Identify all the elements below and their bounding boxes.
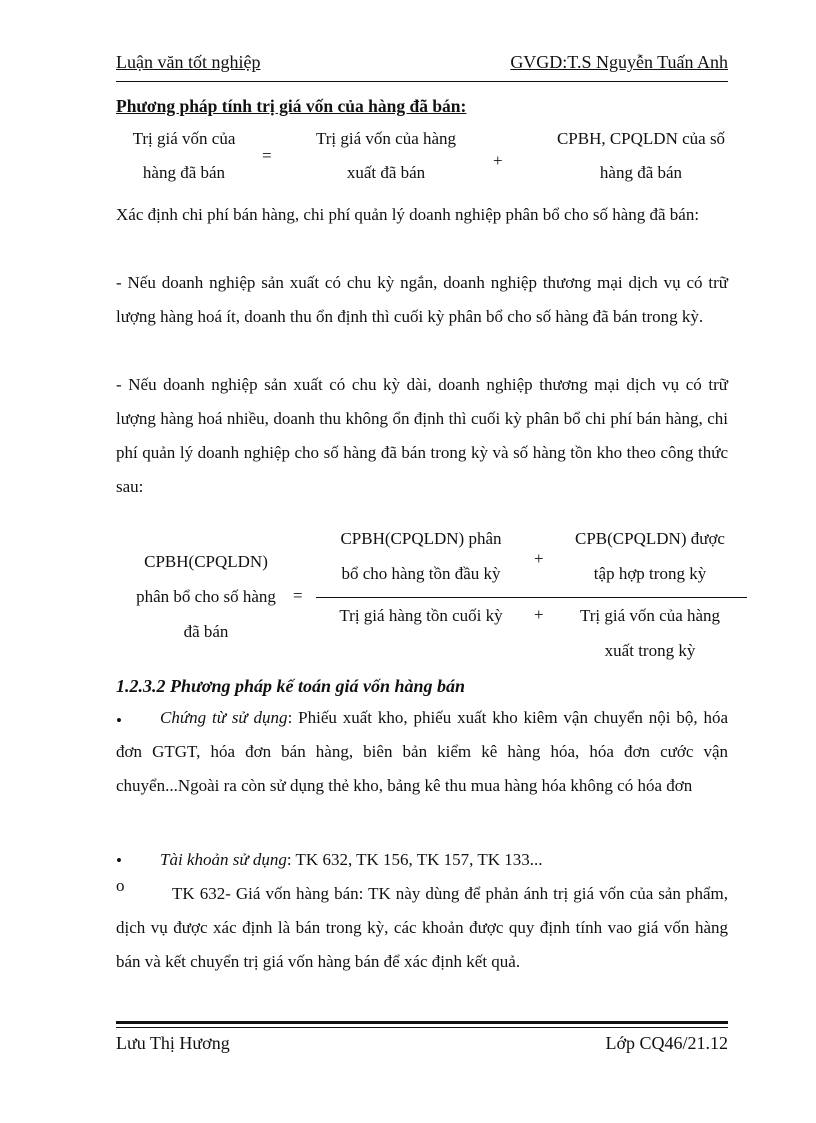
formula2-equals: =: [293, 586, 303, 605]
subsection-heading: 1.2.3.2 Phương pháp kế toán giá vốn hàng bán: [116, 676, 466, 696]
formula1-lhs: [116, 122, 252, 190]
formula1-lhs-line2: hàng đã bán: [142, 163, 226, 182]
formula1-term1: [296, 122, 476, 190]
formula2-den2: [552, 598, 748, 668]
header-left: Luận văn tốt nghiệp: [116, 52, 261, 72]
footer-left: Lưu Thị Hương: [116, 1033, 230, 1053]
header-rule: [116, 81, 728, 82]
documents-label: Chứng từ sử dụng: [160, 708, 288, 727]
section-title: Phương pháp tính trị giá vốn của hàng đã bán:: [116, 96, 467, 116]
accounts-text: : TK 632, TK 156, TK 157, TK 133...: [286, 850, 543, 869]
formula2-num2: [552, 521, 748, 591]
formula2-num1-line2: bổ cho hàng tồn đầu kỳ: [341, 564, 501, 583]
formula2-den1: Trị giá hàng tồn cuối kỳ: [339, 606, 503, 625]
formula1-term1-line2: xuất đã bán: [346, 163, 426, 182]
footer-rule-thick: [116, 1021, 728, 1024]
documents-text: : Phiếu xuất kho, phiếu xuất kho kiêm vận chuyển nội bộ, hóa đơn GTGT, hóa đơn bán hàng, biên bản kiểm kê hàng hóa, hóa đơn cước vận chuyển...Ngoài ra còn sử dụng thẻ kho, bảng kê thu mua hàng hóa không có hóa đơn: [116, 708, 728, 795]
paragraph-1: Xác định chi phí bán hàng, chi phí quản lý doanh nghiệp phân bổ cho số hàng đã bán:: [116, 205, 700, 224]
bullet-icon: •: [116, 711, 122, 730]
formula2-lhs-line2: phân bổ cho số hàng: [136, 587, 276, 606]
paragraph-3: - Nếu doanh nghiệp sản xuất có chu kỳ dài, doanh nghiệp thương mại dịch vụ có trữ lượng hàng hoá nhiều, doanh thu không ổn định thì cuối kỳ phân bổ chi phí bán hàng, chi phí quản lý doanh nghiệp cho số hàng đã bán trong kỳ và số hàng tồn kho theo công thức sau:: [116, 375, 728, 496]
formula2-lhs-line3: đã bán: [183, 622, 229, 641]
bullet-accounts: [116, 843, 728, 877]
footer-rule-thin: [116, 1027, 728, 1028]
formula1-plus: +: [493, 151, 503, 170]
formula2-num1: [318, 521, 524, 591]
footer-right: Lớp CQ46/21.12: [605, 1033, 728, 1053]
formula1-term2-line2: hàng đã bán: [599, 163, 683, 182]
bullet-icon: •: [116, 851, 122, 870]
formula2-den2-line1: Trị giá vốn của hàng: [579, 606, 721, 625]
formula1-term2-line1: CPBH, CPQLDN của số: [556, 129, 726, 148]
accounts-label: Tài khoản sử dụng: [160, 850, 287, 869]
formula2-den2-line2: xuất trong kỳ: [604, 641, 696, 660]
formula2-num2-line2: tập hợp trong kỳ: [593, 564, 707, 583]
formula2-num-plus: +: [534, 549, 544, 568]
formula1-term2: [530, 122, 752, 190]
formula1-term1-line1: Trị giá vốn của hàng: [315, 129, 457, 148]
bullet-tk632: TK 632- Giá vốn hàng bán: TK này dùng để phản ánh trị giá vốn của sản phẩm, dịch vụ được xác định là bán trong kỳ, các khoản được quy định tính vao giá vốn hàng bán và kết chuyển trị giá vốn hàng bán để xác định kết quả.: [116, 884, 728, 971]
formula2-den-plus: +: [534, 605, 544, 624]
formula2-num2-line1: CPB(CPQLDN) được: [575, 529, 725, 548]
header-right: GVGD:T.S Nguyễn Tuấn Anh: [510, 52, 728, 72]
formula1-lhs-line1: Trị giá vốn của: [132, 129, 236, 148]
paragraph-2: - Nếu doanh nghiệp sản xuất có chu kỳ ngắn, doanh nghiệp thương mại dịch vụ có trữ lượng hàng hoá ít, doanh thu ổn định thì cuối kỳ phân bổ cho số hàng đã bán trong kỳ.: [116, 273, 728, 326]
formula2-lhs-line1: CPBH(CPQLDN): [144, 552, 268, 571]
formula2-lhs: [108, 544, 304, 649]
bullet-documents: [116, 701, 728, 803]
circle-bullet-icon: o: [116, 876, 125, 895]
formula1-equals: =: [262, 146, 272, 165]
formula2-num1-line1: CPBH(CPQLDN) phân: [340, 529, 502, 548]
